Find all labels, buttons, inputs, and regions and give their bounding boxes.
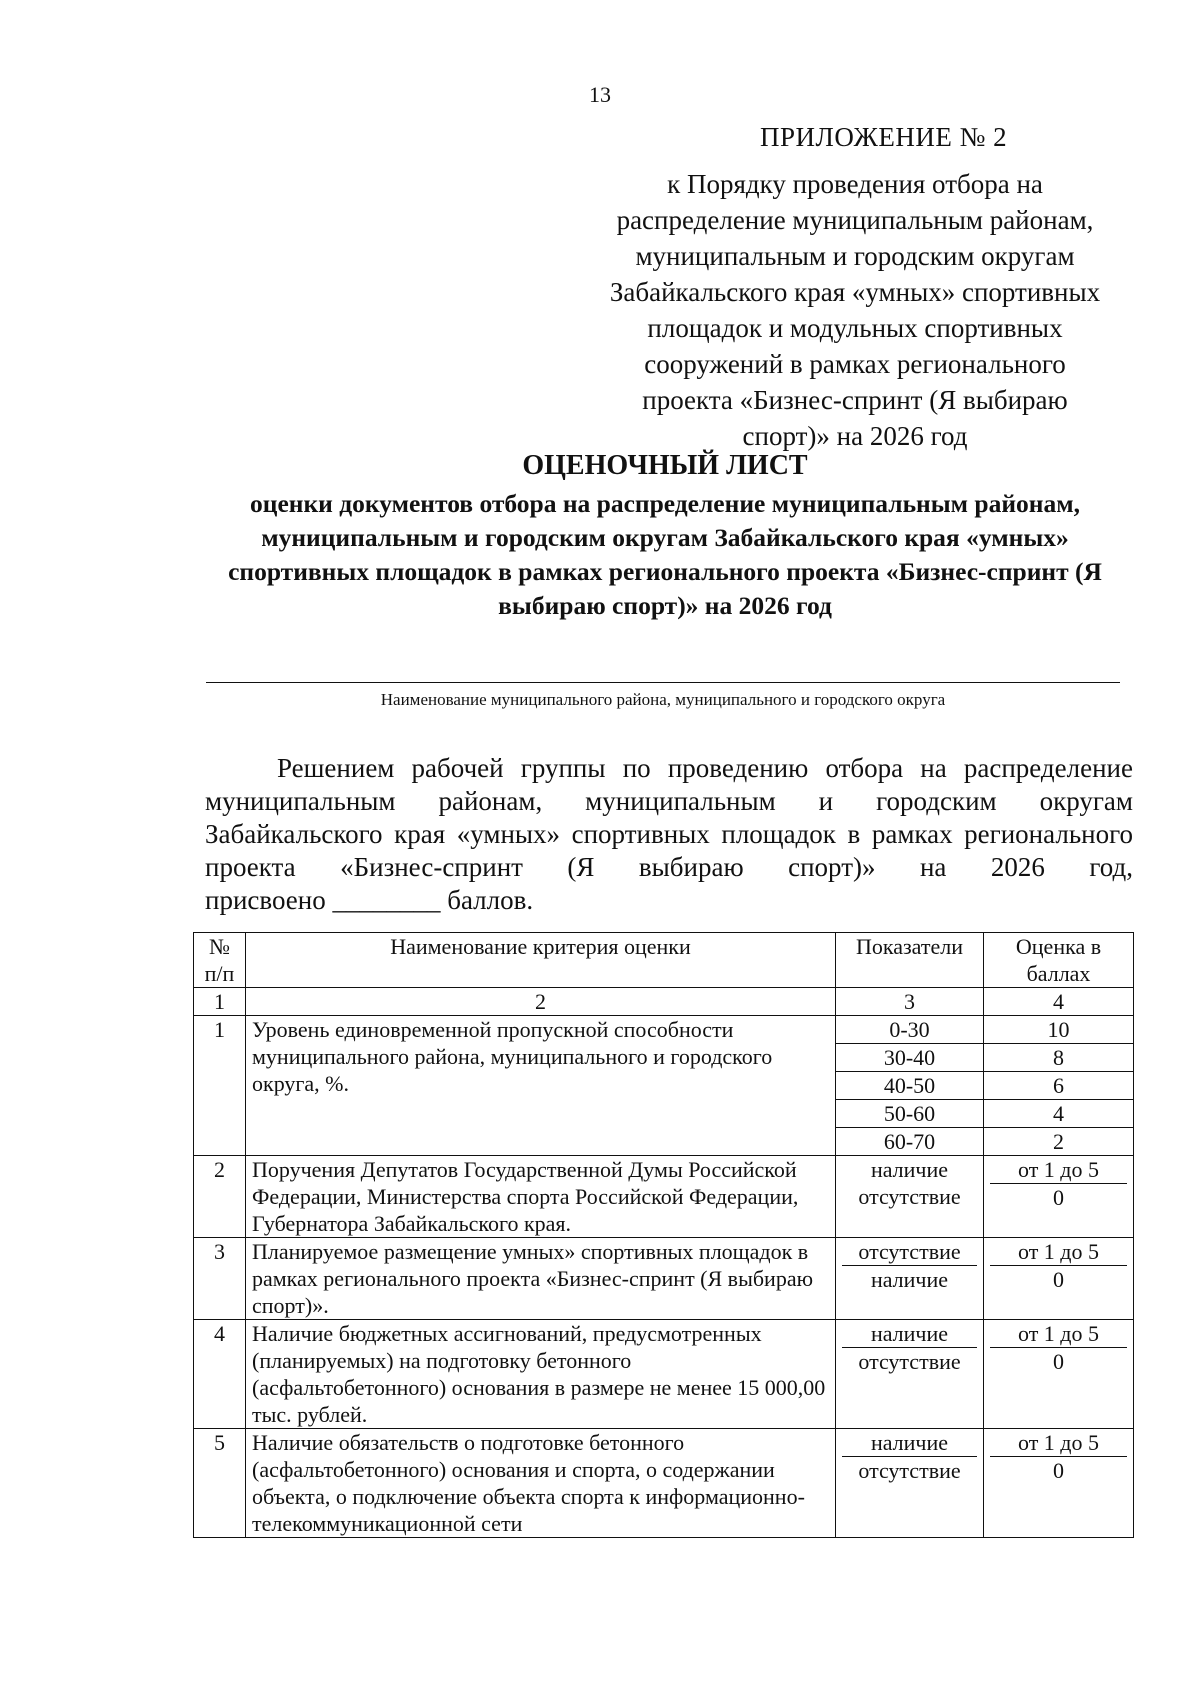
row-criterion: Поручения Депутатов Государственной Думы Российской Федерации, Министерства спорта Российской Федерации, Губернатора Забайкальского края. [246, 1156, 836, 1238]
row-num: 4 [194, 1320, 246, 1429]
score-value: 8 [984, 1044, 1133, 1072]
decision-paragraph [205, 752, 1133, 917]
indicator-value: 40-50 [836, 1072, 983, 1100]
indicator-value: наличие [870, 1157, 949, 1182]
row-indicators [836, 1016, 984, 1156]
indicator-value: наличие [842, 1320, 977, 1348]
row-indicators [836, 1429, 984, 1538]
score-value: 0 [1053, 1267, 1064, 1292]
column-number: 3 [836, 988, 984, 1016]
form-subtitle: оценки документов отбора на распределение муниципальным районам, муниципальным и городским округам Забайкальского края «умных» спортивных площадок в рамках регионального проекта «Бизнес-спринт (Я выбираю спорт)» на 2026 год [228, 489, 1102, 620]
header-num: № п/п [194, 933, 246, 988]
row-num: 5 [194, 1429, 246, 1538]
row-scores [984, 1429, 1134, 1538]
form-title: ОЦЕНОЧНЫЙ ЛИСТ [522, 450, 808, 481]
row-scores [984, 1016, 1134, 1156]
row-scores [984, 1238, 1134, 1320]
indicator-value: наличие [842, 1429, 977, 1457]
score-value: 6 [984, 1072, 1133, 1100]
row-indicators [836, 1320, 984, 1429]
row-indicators [836, 1238, 984, 1320]
indicator-value: наличие [870, 1267, 949, 1292]
score-value: 0 [1053, 1349, 1064, 1374]
score-value: от 1 до 5 [990, 1238, 1127, 1266]
row-indicators [836, 1156, 984, 1238]
table-row [194, 1238, 1134, 1320]
row-criterion: Планируемое размещение умных» спортивных площадок в рамках регионального проекта «Бизнес-спринт (Я выбираю спорт)». [246, 1238, 836, 1320]
appendix-subtitle: к Порядку проведения отбора на распределение муниципальным районам, муниципальным и городским округам Забайкальского края «умных» спортивных площадок и модульных спортивных сооружений в рамках регионального проекта «Бизнес-спринт (Я выбираю спорт)» на 2026 год [609, 169, 1101, 451]
table-row [194, 1156, 1134, 1238]
decision-line: проекта «Бизнес-спринт (Я выбираю спорт)» на 2026 год, [205, 852, 1133, 882]
decision-line: Решением рабочей группы по проведению отбора на распределение [277, 753, 1133, 783]
table-row [194, 1429, 1134, 1538]
indicator-value: 30-40 [836, 1044, 983, 1072]
page-number: 13 [589, 82, 611, 107]
decision-score-line: присвоено ________ баллов. [205, 885, 534, 915]
score-value: 2 [1053, 1129, 1064, 1154]
header-score: Оценка в баллах [984, 933, 1134, 988]
table-header-row [194, 933, 1134, 988]
indicator-value: отсутствие [858, 1349, 961, 1374]
indicator-value: отсутствие [858, 1458, 961, 1483]
indicator-value: отсутствие [842, 1238, 977, 1266]
decision-line: муниципальным районам, муниципальным и городским округам [205, 786, 1133, 816]
column-number: 1 [194, 988, 246, 1016]
indicator-value: 60-70 [883, 1129, 936, 1154]
header-criterion: Наименование критерия оценки [246, 933, 836, 988]
indicator-value: 50-60 [836, 1100, 983, 1128]
score-value: от 1 до 5 [990, 1320, 1127, 1348]
row-num: 2 [194, 1156, 246, 1238]
column-number: 4 [984, 988, 1134, 1016]
column-number: 2 [246, 988, 836, 1016]
score-value: 4 [984, 1100, 1133, 1128]
row-scores [984, 1156, 1134, 1238]
header-indicators: Показатели [836, 933, 984, 988]
municipality-name-line[interactable] [206, 682, 1120, 683]
column-number-row [194, 988, 1134, 1016]
indicator-value: отсутствие [858, 1184, 961, 1209]
row-num: 1 [194, 1016, 246, 1156]
row-num: 3 [194, 1238, 246, 1320]
decision-line: Забайкальского края «умных» спортивных площадок в рамках регионального [205, 819, 1133, 849]
row-criterion: Наличие бюджетных ассигнований, предусмотренных (планируемых) на подготовку бетонного (асфальтобетонного) основания в размере не менее 15 000,00 тыс. рублей. [246, 1320, 836, 1429]
score-value: 10 [984, 1016, 1133, 1044]
indicator-value: 0-30 [836, 1016, 983, 1044]
row-criterion: Уровень единовременной пропускной способности муниципального района, муниципального и городского округа, %. [246, 1016, 836, 1156]
criteria-table [193, 932, 1134, 1538]
score-value: от 1 до 5 [990, 1156, 1127, 1184]
row-scores [984, 1320, 1134, 1429]
score-value: 0 [1053, 1458, 1064, 1483]
appendix-title: ПРИЛОЖЕНИЕ № 2 [760, 122, 1008, 152]
score-value: от 1 до 5 [990, 1429, 1127, 1457]
table-row [194, 1320, 1134, 1429]
row-criterion: Наличие обязательств о подготовке бетонного (асфальтобетонного) основания и спорта, о содержании объекта, о подключение объекта спорта к информационно-телекоммуникационной сети [246, 1429, 836, 1538]
table-row [194, 1016, 1134, 1156]
municipality-name-caption: Наименование муниципального района, муниципального и городского округа [380, 690, 946, 709]
score-value: 0 [1053, 1185, 1064, 1210]
